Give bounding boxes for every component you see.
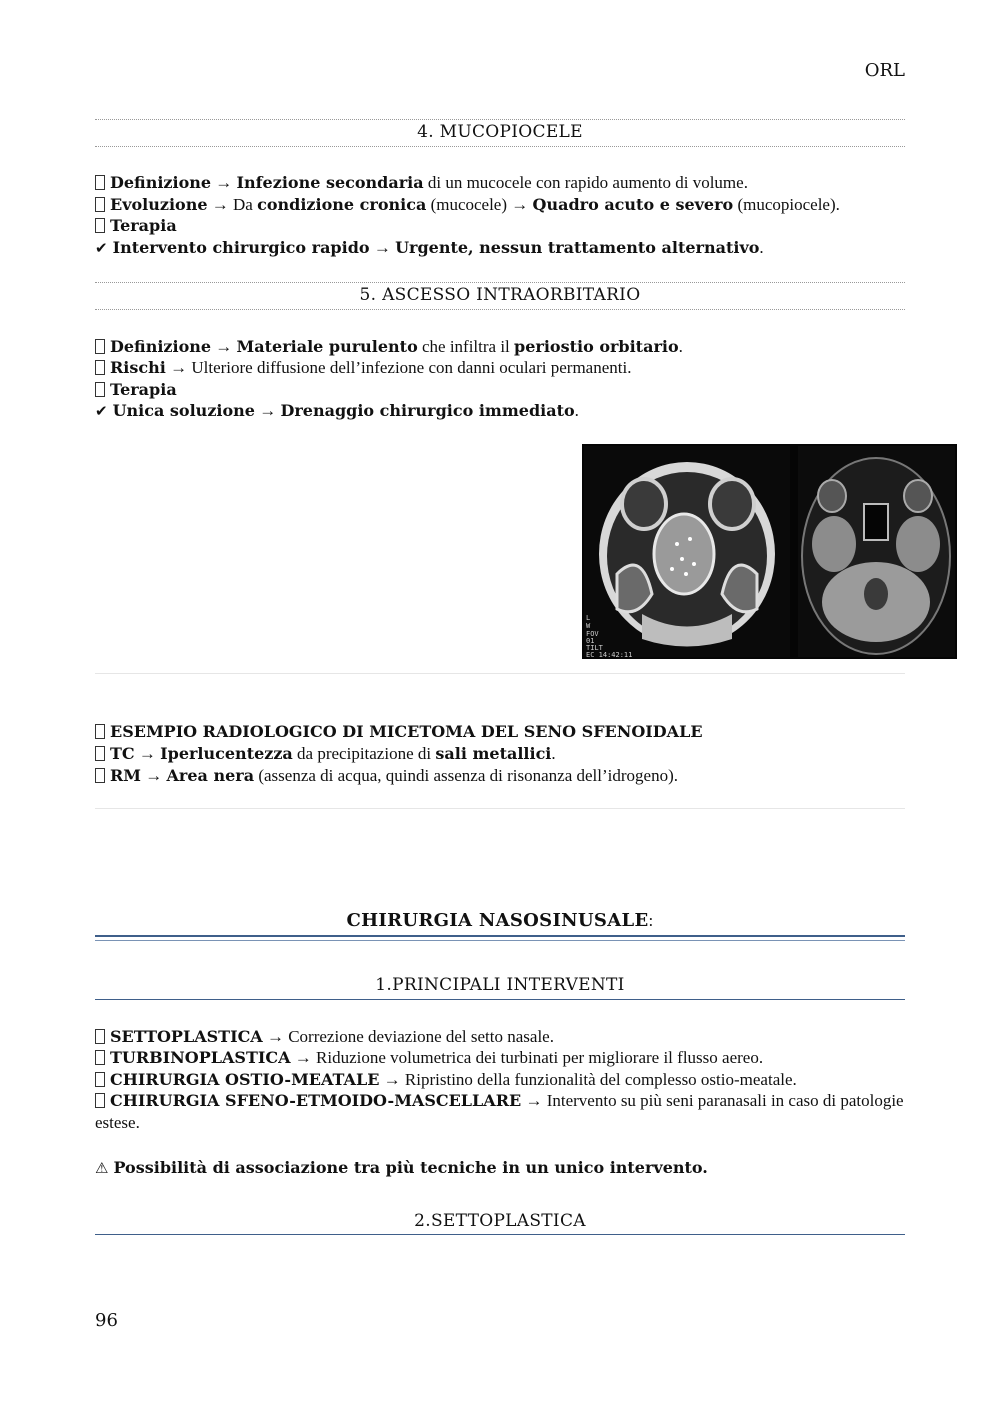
svg-text:01: 01 bbox=[586, 637, 595, 645]
divider bbox=[95, 146, 905, 147]
bullet-evoluzione: Evoluzione → Da condizione cronica (mucocele) → Quadro acuto e severo (mucopiocele). bbox=[95, 194, 905, 216]
checkbox-icon bbox=[95, 768, 105, 783]
svg-text:EC 14:42:11: EC 14:42:11 bbox=[586, 651, 633, 659]
bullet-sfeno-etmoido: CHIRURGIA SFENO-ETMOIDO-MASCELLARE → Intervento su più seni paranasali in caso di patologie estese. bbox=[95, 1091, 904, 1132]
check-icon: ✔ bbox=[95, 239, 108, 257]
checkbox-icon bbox=[95, 218, 105, 233]
bullet-terapia-ascesso: Terapia bbox=[95, 379, 905, 401]
bullet-turbinoplastica: TURBINOPLASTICA → Riduzione volumetrica dei turbinati per migliorare il flusso aereo. bbox=[95, 1047, 905, 1069]
checkbox-icon bbox=[95, 746, 105, 761]
section-title-mucopiocele: 4. MUCOPIOCELE bbox=[417, 122, 583, 142]
scan-illustration bbox=[582, 444, 957, 659]
checkbox-icon bbox=[95, 339, 105, 354]
ct-mri-scan-image bbox=[582, 444, 957, 659]
check-icon: ✔ bbox=[95, 402, 108, 420]
divider bbox=[95, 673, 905, 674]
checkbox-icon bbox=[95, 1072, 105, 1087]
checkbox-icon bbox=[95, 1050, 105, 1065]
checkbox-icon bbox=[95, 1093, 105, 1108]
page-number: 96 bbox=[95, 1310, 118, 1331]
bullet-terapia: Terapia bbox=[95, 215, 905, 237]
divider bbox=[95, 282, 905, 283]
bullet-definizione-ascesso: Definizione → Materiale purulento che infiltra il periostio orbitario. bbox=[95, 336, 905, 358]
bullet-settoplastica: SETTOPLASTICA → Correzione deviazione del setto nasale. bbox=[95, 1026, 905, 1048]
bullet-rm: RM → Area nera (assenza di acqua, quindi assenza di risonanza dell’idrogeno). bbox=[95, 765, 905, 787]
radiology-title: ESEMPIO RADIOLOGICO DI MICETOMA DEL SENO SFENOIDALE bbox=[95, 721, 905, 743]
svg-text:W: W bbox=[586, 622, 591, 630]
check-item-drenaggio: ✔ Unica soluzione → Drenaggio chirurgico immediato. bbox=[95, 401, 579, 420]
divider bbox=[95, 935, 905, 941]
check-item-intervento: ✔ Intervento chirurgico rapido → Urgente, nessun trattamento alternativo. bbox=[95, 238, 764, 257]
chapter-title: CHIRURGIA NASOSINUSALE: bbox=[346, 910, 654, 931]
bullet-definizione: Definizione → Infezione secondaria di un mucocele con rapido aumento di volume. bbox=[95, 172, 905, 194]
subsection-title-settoplastica: 2.SETTOPLASTICA bbox=[414, 1211, 586, 1231]
checkbox-icon bbox=[95, 175, 105, 190]
svg-text:TILT: TILT bbox=[586, 644, 603, 652]
running-header: ORL bbox=[864, 60, 905, 81]
svg-text:FOV: FOV bbox=[586, 630, 599, 638]
bullet-ostio-meatale: CHIRURGIA OSTIO-MEATALE → Ripristino della funzionalità del complesso ostio-meatale. bbox=[95, 1069, 905, 1091]
warning-note: ⚠ Possibilità di associazione tra più tecniche in un unico intervento. bbox=[95, 1158, 708, 1177]
warning-icon: ⚠ bbox=[95, 1159, 109, 1177]
checkbox-icon bbox=[95, 360, 105, 375]
divider bbox=[95, 119, 905, 120]
subsection-title-interventi: 1.PRINCIPALI INTERVENTI bbox=[375, 975, 625, 995]
checkbox-icon bbox=[95, 1029, 105, 1044]
svg-text:L: L bbox=[586, 614, 591, 622]
section-title-ascesso: 5. ASCESSO INTRAORBITARIO bbox=[359, 285, 641, 305]
divider bbox=[95, 999, 905, 1000]
checkbox-icon bbox=[95, 382, 105, 397]
divider bbox=[95, 309, 905, 310]
checkbox-icon bbox=[95, 197, 105, 212]
divider bbox=[95, 808, 905, 809]
bullet-rischi: Rischi → Ulteriore diffusione dell’infezione con danni oculari permanenti. bbox=[95, 357, 905, 379]
checkbox-icon bbox=[95, 724, 105, 739]
bullet-tc: TC → Iperlucentezza da precipitazione di sali metallici. bbox=[95, 743, 905, 765]
divider bbox=[95, 1234, 905, 1235]
